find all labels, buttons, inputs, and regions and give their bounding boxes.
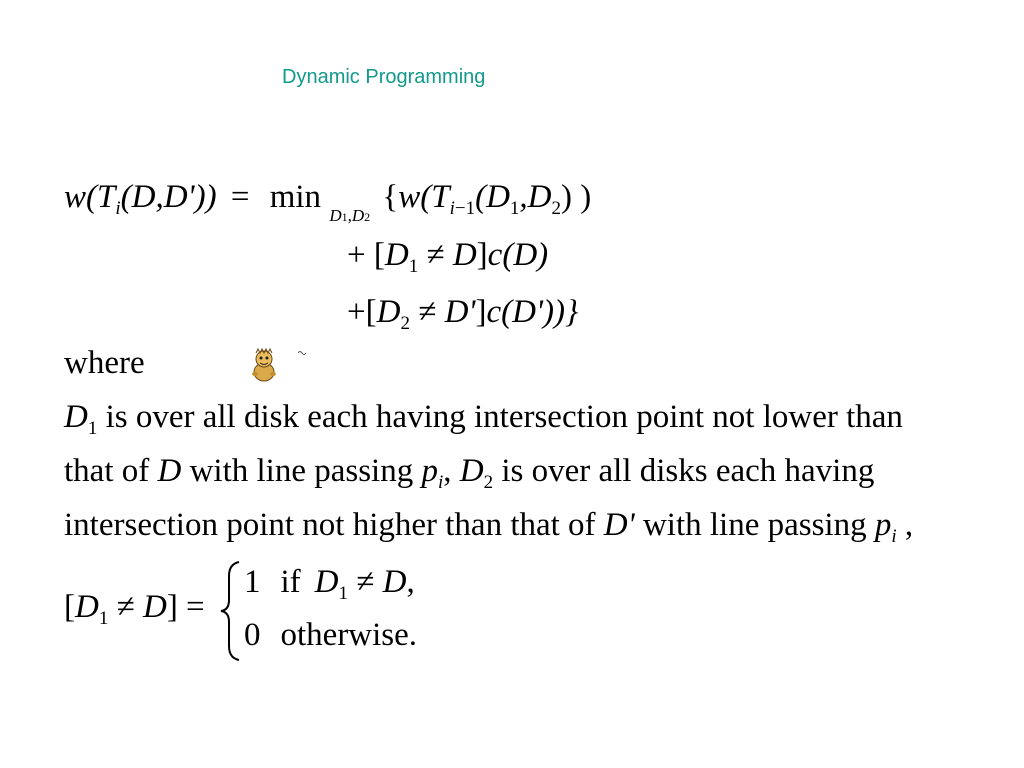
weight-w: w( bbox=[64, 179, 97, 215]
sub-i: i bbox=[115, 198, 121, 219]
plus-open: +[ bbox=[347, 294, 377, 330]
args-d2: ,D bbox=[519, 179, 552, 215]
recurrence-line-1 bbox=[64, 178, 592, 225]
sub-1: 1 bbox=[509, 198, 520, 219]
weight-w2: w( bbox=[398, 179, 432, 215]
definition-line-1: $D_1$ is over all disk each having intersection point not lower than bbox=[64, 399, 903, 439]
squiggle-icon bbox=[298, 350, 306, 356]
case-2: 0 otherwise. bbox=[244, 617, 418, 653]
close-bracket: ] bbox=[476, 237, 488, 273]
close-bracket: ] bbox=[475, 294, 487, 330]
lhs-args: (D,D')) bbox=[120, 179, 225, 215]
recurrence-line-2 bbox=[347, 236, 549, 277]
slide-title: Dynamic Programming bbox=[282, 66, 486, 88]
var-T2: T bbox=[431, 179, 450, 215]
definition-line-3: intersection point not higher than that of D' with line passing $p_i$ , bbox=[64, 507, 914, 547]
equals-sign: = bbox=[230, 179, 250, 215]
var-D1: D bbox=[384, 237, 409, 273]
cost-arg: (D'))} bbox=[501, 294, 579, 330]
recurrence-line-3 bbox=[347, 293, 579, 334]
not-equal: ≠ bbox=[418, 237, 453, 273]
definition-line-2: that of D with line passing $p_i$, $D_2$ is over all disks each having bbox=[64, 453, 875, 493]
plus-open: + [ bbox=[347, 237, 385, 273]
sub-i-minus-1: i−1 bbox=[449, 198, 476, 219]
sub-1: 1 bbox=[408, 256, 419, 277]
args-d1: (D bbox=[475, 179, 510, 215]
cost-c: c bbox=[487, 237, 503, 273]
var-T: T bbox=[97, 179, 116, 215]
min-operator: min bbox=[269, 179, 322, 215]
cost-c: c bbox=[486, 294, 502, 330]
open-brace: { bbox=[382, 179, 399, 215]
not-equal: ≠ bbox=[409, 294, 445, 330]
var-D: D bbox=[452, 237, 477, 273]
var-Dprime: D' bbox=[444, 294, 476, 330]
where-label: where bbox=[64, 345, 145, 381]
case-1: 1 if $D_1 \ne D$, bbox=[244, 564, 415, 604]
cost-arg: (D) bbox=[502, 237, 549, 273]
indicator-lhs: $[D_1 \ne D]$ = bbox=[64, 589, 205, 629]
args-close: ) ) bbox=[561, 179, 592, 215]
min-subscript: D1,D2 bbox=[329, 206, 371, 225]
cases-brace bbox=[217, 560, 243, 662]
mascot-icon bbox=[250, 348, 278, 382]
var-D2: D bbox=[376, 294, 401, 330]
sub-2: 2 bbox=[400, 313, 410, 334]
sub-2: 2 bbox=[551, 198, 561, 219]
